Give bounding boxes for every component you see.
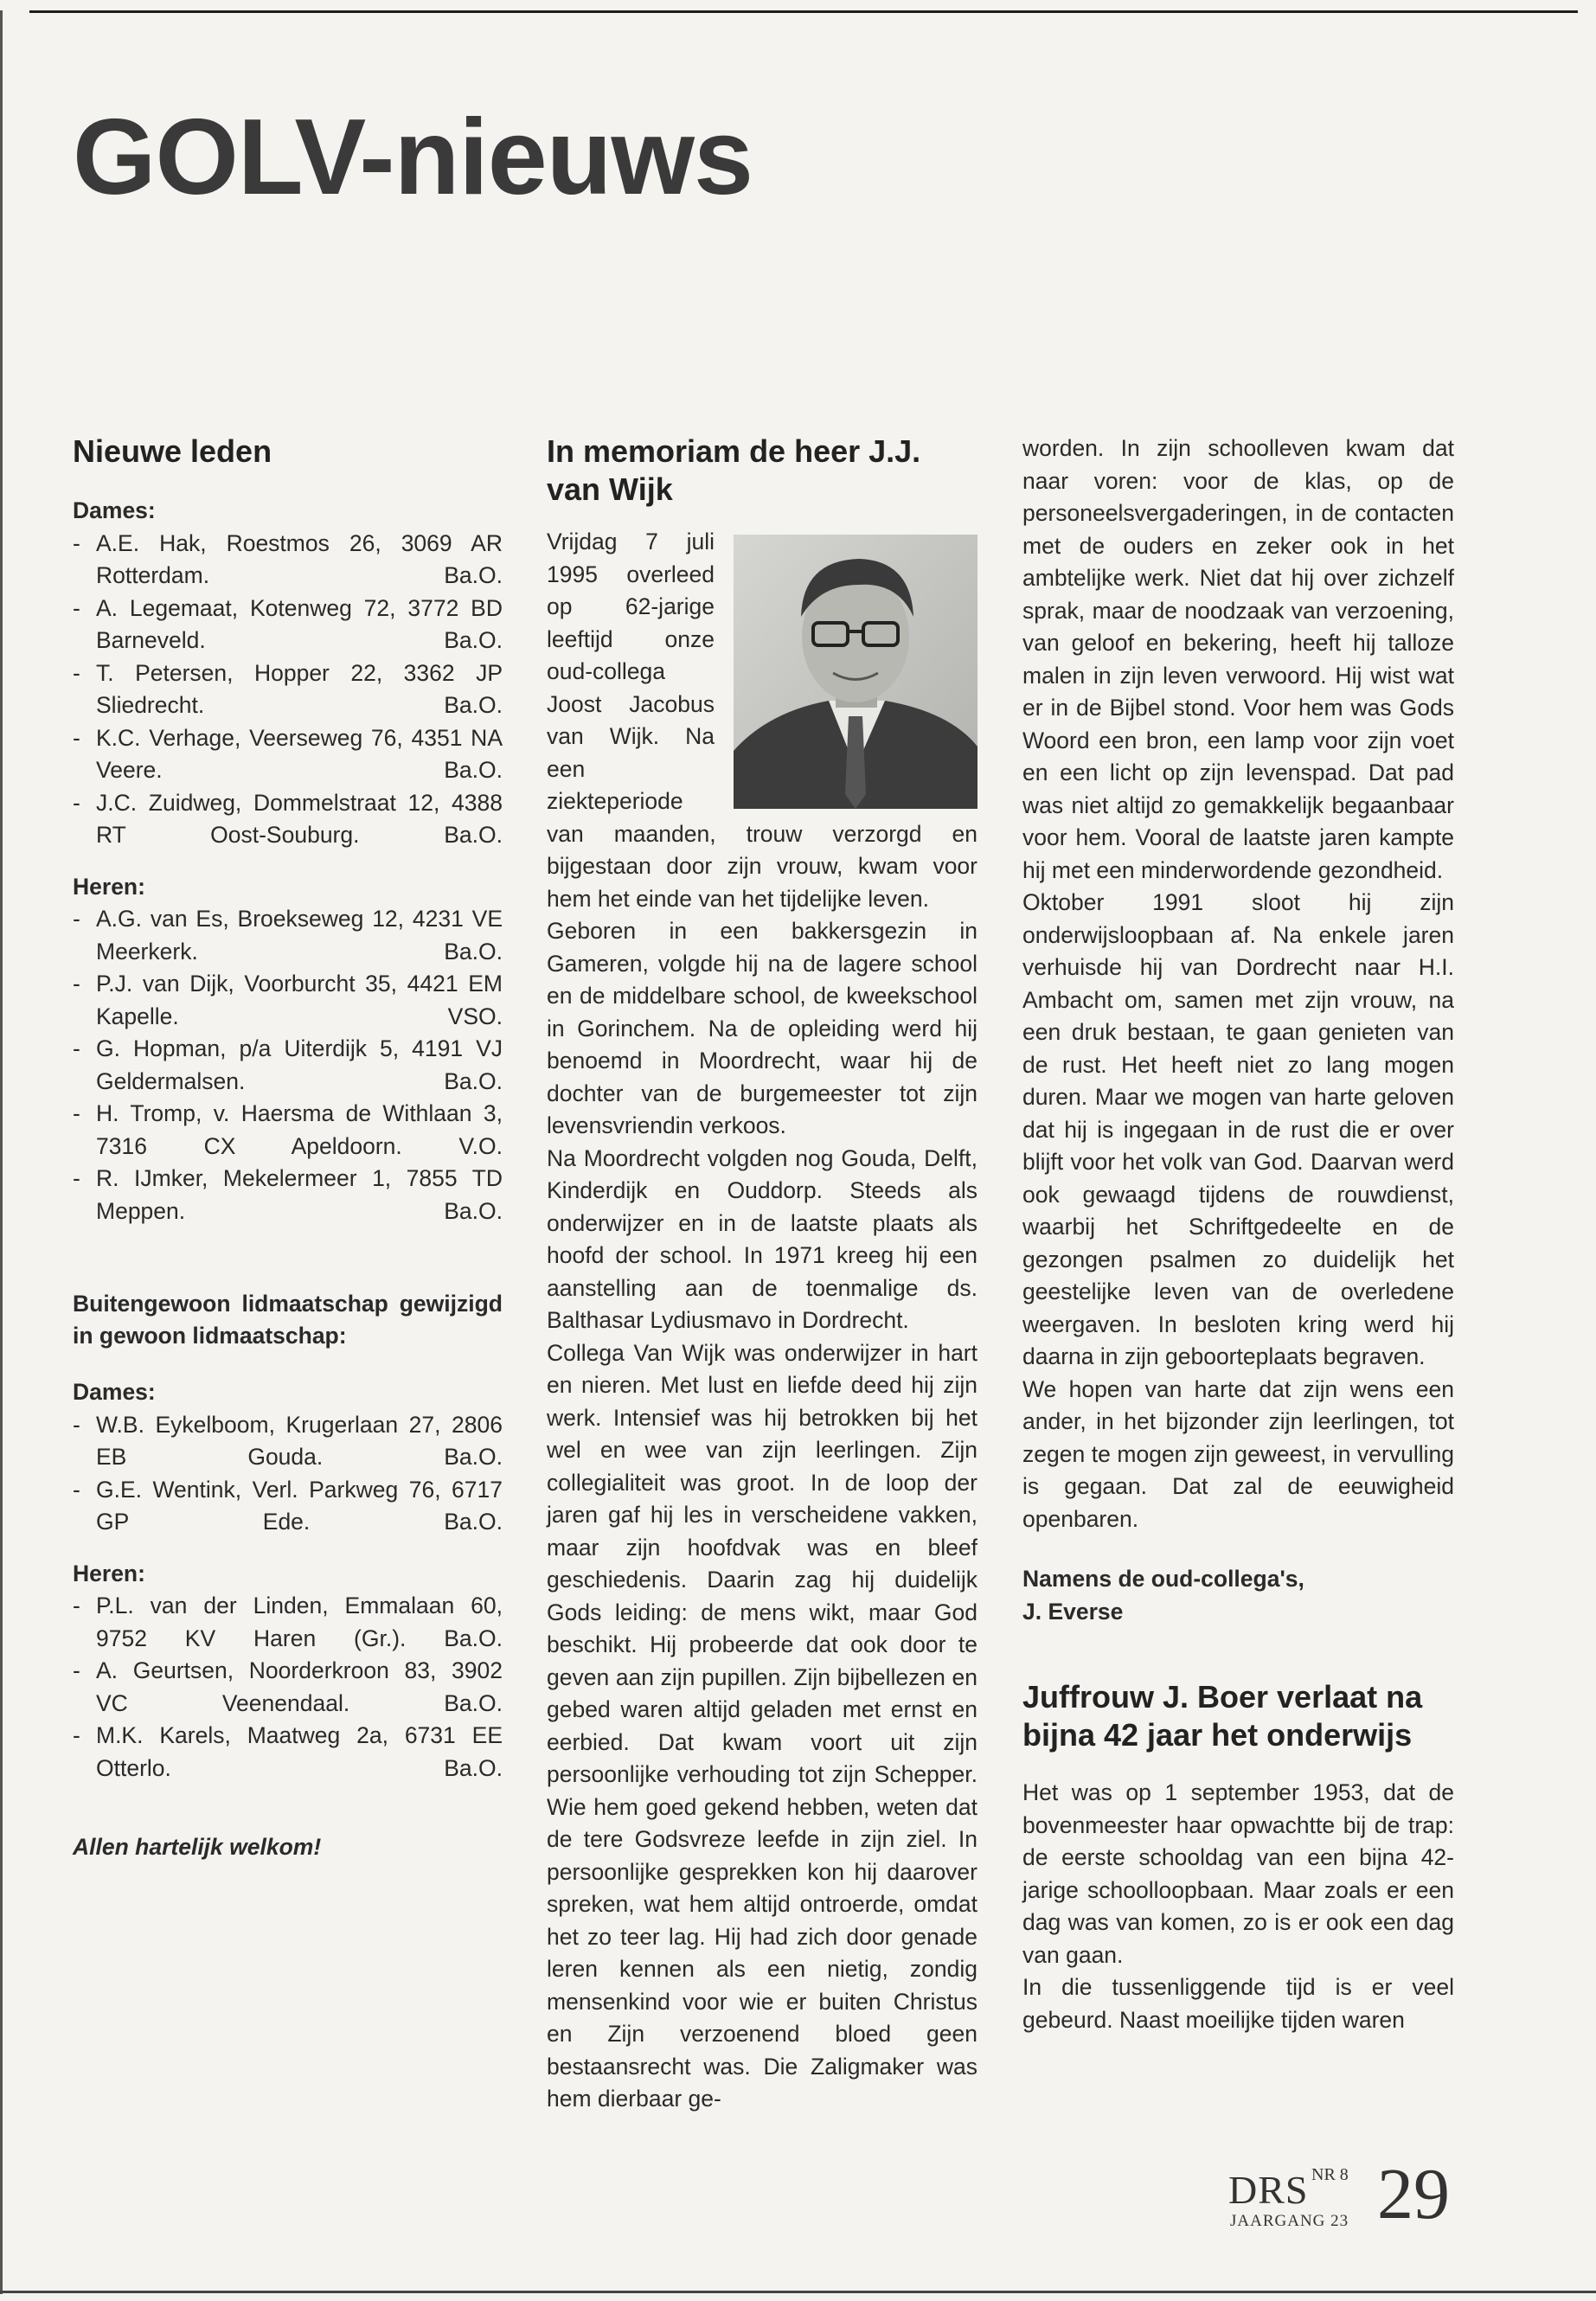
list-item: - A.E. Hak, Roestmos 26, 3069 AR Rotterdam. Ba.O. [73,528,503,593]
dames-list [73,528,503,852]
dames2-label: Dames: [73,1379,156,1405]
memoriam-paragraph-6: Oktober 1991 sloot hij zijn onderwijsloopbaan af. Na enkele jaren verhuisde hij van Dordrecht naar H.I. Ambacht om, samen met zijn vrouw, na een druk bestaan, te gaan genieten van de rust. Het heeft niet zo lang mogen duren. Maar we mogen van harte geloven dat hij is ingegaan in de rust die er over blijft voor het volk van God. Daarvan werd ook gewaagd tijdens de rouwdienst, waarbij het Schriftgedeelte en de gezongen psalmen zo duidelijk het geestelijke leven van de overledene weergaven. In besloten kring werd hij daarna in zijn geboorteplaats begraven. [1022,889,1454,1369]
memoriam-paragraph-3: Na Moordrecht volgden nog Gouda, Delft, Kinderdijk en Ouddorp. Steeds als onderwijzer en in de laatste plaats als hoofd der school. In 1971 kreeg hij een aanstelling aan de toenmalige ds. Balthasar Lydiusmavo in Dordrecht. [547,1144,977,1333]
list-item: - G. Hopman, p/a Uiterdijk 5, 4191 VJ Geldermalsen. Ba.O. [73,1033,503,1098]
page-footer [1228,2154,1462,2236]
magazine-name: DRS [1228,2168,1309,2212]
memoriam-paragraph-2: Geboren in een bakkersgezin in Gameren, volgde hij na de lagere school en de middelbare school, de kweekschool in Gorinchem. Na de opleiding werd hij benoemd in Moordrecht, waar hij de dochter van de burgemeester tot zijn levensvriendin verkoos. [547,918,977,1138]
heren-list [73,903,503,1227]
list-item: - H. Tromp, v. Haersma de Withlaan 3, 7316 CX Apeldoorn. V.O. [73,1098,503,1163]
dames2-list [73,1409,503,1539]
list-item: - P.L. van der Linden, Emmalaan 60, 9752 KV Haren (Gr.). Ba.O. [73,1590,503,1655]
list-item: - P.J. van Dijk, Voorburcht 35, 4421 EM Kapelle. VSO. [73,968,503,1033]
list-item: - K.C. Verhage, Veerseweg 76, 4351 NA Veere. Ba.O. [73,722,503,787]
portrait-photo [734,535,977,809]
volume-label: JAARGANG 23 [1230,2212,1349,2230]
membership-change-note: Buitengewoon lidmaatschap gewijzigd in gewoon lidmaatschap: [73,1291,503,1349]
signature-line-2: J. Everse [1022,1598,1124,1625]
signature-line-1: Namens de oud-collega's, [1022,1566,1304,1592]
list-item: - G.E. Wentink, Verl. Parkweg 76, 6717 GP Ede. Ba.O. [73,1474,503,1539]
continuation-column [1022,433,1454,2036]
heren2-label: Heren: [73,1560,145,1586]
memoriam-column [547,433,977,2116]
list-item: - W.B. Eykelboom, Krugerlaan 27, 2806 EB Gouda. Ba.O. [73,1409,503,1474]
memoriam-paragraph-4: Collega Van Wijk was onderwijzer in hart en nieren. Met lust en liefde deed hij zijn werk. Intensief was hij betrokken bij het wel en wee van zijn leerlingen. Zijn collegialiteit was groot. In de loop der jaren gaf hij les in verscheidene vakken, maar zijn hoofdvak was en bleef geschiedenis. Daarin zag hij duidelijk Gods leiding: de mens wikt, maar God beschikt. Hij probeerde dat ook door te geven aan zijn pupillen. Zijn bijbellezen en gebed waren altijd geladen met ernst en eerbied. Dat kwam voort uit zijn persoonlijke verhouding tot zijn Schepper. Wie hem goed gekend hebben, weten dat de tere Godsvreze leefde in zijn ziel. In persoonlijke gesprekken kon hij daarover spreken, wat hem altijd ontroerde, omdat het zo teer lag. Hij had zich door genade leren kennen als een nietig, zondig mensenkind voor wie er buiten Christus en Zijn verzoenend bloed geen bestaansrecht was. Die Zaligmaker was hem dierbaar ge- [547,1339,977,2112]
portrait-illustration [734,535,977,809]
boer-paragraph-1: Het was op 1 september 1953, dat de bovenmeester haar opwachtte bij de trap: de eerste schooldag van een bijna 42-jarige schoolloopbaan. Maar zoals er een dag was van komen, zo is er ook een dag van gaan. [1022,1779,1454,1968]
welcome-text: Allen hartelijk welkom! [73,1834,322,1860]
new-members-column [73,433,503,1864]
list-item: - R. IJmker, Mekelermeer 1, 7855 TD Meppen. Ba.O. [73,1163,503,1227]
list-item: - T. Petersen, Hopper 22, 3362 JP Sliedrecht. Ba.O. [73,657,503,722]
boer-heading: Juffrouw J. Boer verlaat na bijna 42 jaar het onderwijs [1022,1679,1423,1753]
top-rule [29,10,1578,13]
boer-paragraph-2: In die tussenliggende tijd is er veel gebeurd. Naast moeilijke tijden waren [1022,1974,1454,2033]
list-item: - M.K. Karels, Maatweg 2a, 6731 EE Otterlo. Ba.O. [73,1720,503,1785]
left-rule [0,10,3,2294]
heren-label: Heren: [73,873,145,900]
list-item: - A.G. van Es, Broekseweg 12, 4231 VE Meerkerk. Ba.O. [73,903,503,968]
new-members-heading: Nieuwe leden [73,433,272,469]
heren2-list [73,1590,503,1785]
memoriam-heading: In memoriam de heer J.J. van Wijk [547,433,921,507]
list-item: - A. Geurtsen, Noorderkroon 83, 3902 VC Veenendaal. Ba.O. [73,1655,503,1720]
memoriam-paragraph-7: We hopen van harte dat zijn wens een ander, in het bijzonder zijn leerlingen, tot zegen te mogen zijn geweest, in vervulling is gegaan. Dat zal de eeuwigheid openbaren. [1022,1375,1454,1532]
list-item: - A. Legemaat, Kotenweg 72, 3772 BD Barneveld. Ba.O. [73,593,503,657]
memoriam-paragraph-1: Vrijdag 7 juli 1995 overleed op 62-jarige leeftijd onze oud-collega Joost Jacobus van Wijk. Na een ziekteperiode van maanden, trouw verzorgd en bijgestaan door zijn vrouw, kwam voor hem het einde van het tijdelijke leven. [547,529,977,912]
dames-label: Dames: [73,497,156,523]
page-number: 29 [1377,2154,1450,2234]
list-item: - J.C. Zuidweg, Dommelstraat 12, 4388 RT Oost-Souburg. Ba.O. [73,787,503,852]
issue-number: NR 8 [1311,2165,1349,2184]
page-title: GOLV-nieuws [73,98,753,217]
memoriam-paragraph-5: worden. In zijn schoolleven kwam dat naar voren: voor de klas, op de personeelsvergaderingen, in de contacten met de ouders en zeker ook in het ambtelijke werk. Niet dat hij over zichzelf sprak, maar de noodzaak van verzoening, van geloof en bekering, heeft hij talloze malen in zijn leven verwoord. Hij wist wat er in de Bijbel stond. Voor hem was Gods Woord een bron, een lamp voor zijn voet en een licht op zijn levenspad. Dat pad was niet altijd zo gemakkelijk begaanbaar voor hem. Vooral de laatste jaren kampte hij met een minderwordende gezondheid. [1022,435,1454,883]
bottom-rule [0,2291,1596,2293]
